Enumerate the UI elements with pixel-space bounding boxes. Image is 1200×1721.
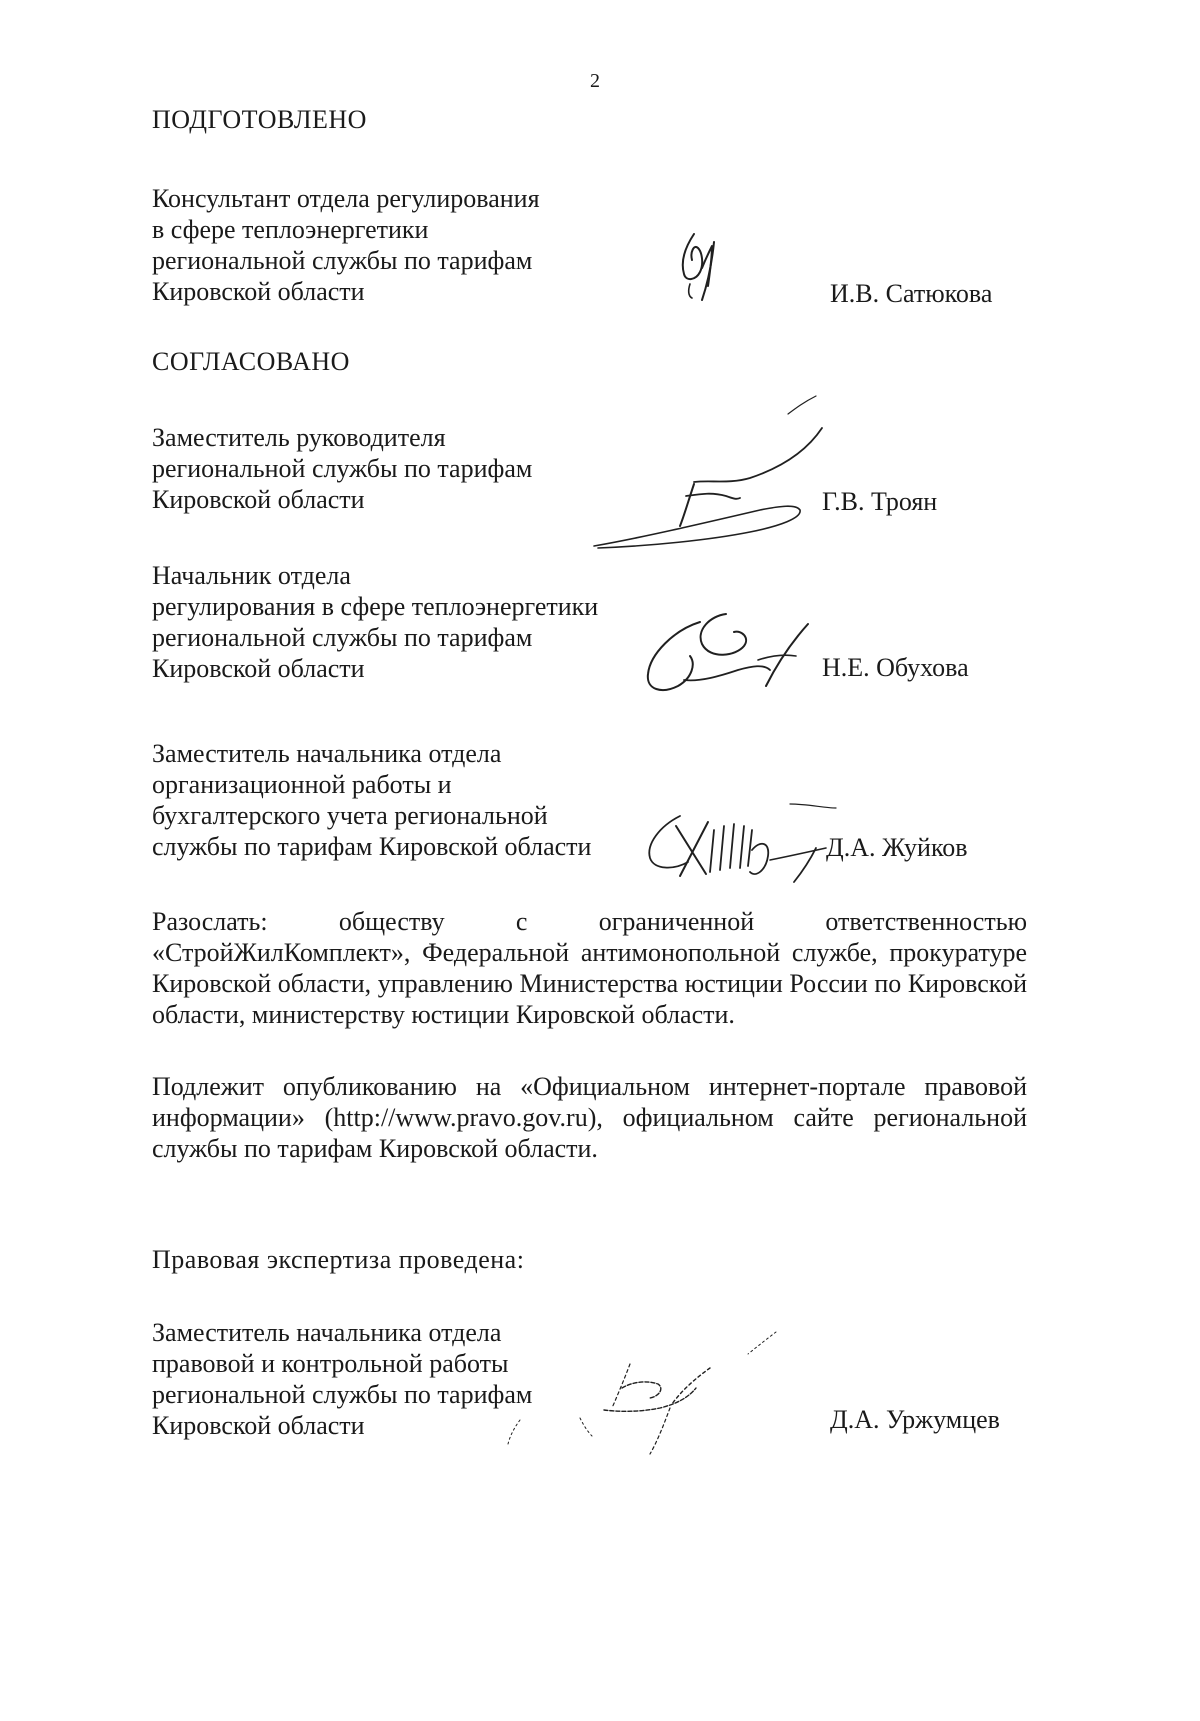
position-line: региональной службы по тарифам [152, 623, 533, 652]
signer-name-3: Д.А. Жуйков [826, 833, 968, 862]
page-number: 2 [590, 70, 600, 92]
position-line: региональной службы по тарифам [152, 246, 533, 275]
agreed-heading: СОГЛАСОВАНО [152, 347, 350, 376]
prepared-name: И.В. Сатюкова [830, 279, 993, 308]
position-line: бухгалтерского учета региональной [152, 801, 548, 830]
position-line: региональной службы по тарифам [152, 454, 533, 483]
prepared-heading: ПОДГОТОВЛЕНО [152, 105, 367, 134]
position-line: Консультант отдела регулирования [152, 184, 540, 213]
legal-review-heading: Правовая экспертиза проведена: [152, 1245, 525, 1274]
position-line: Начальник отдела [152, 561, 351, 590]
position-line: Заместитель начальника отдела [152, 1318, 502, 1347]
position-line: службы по тарифам Кировской области [152, 832, 592, 861]
signature-zhuykov [640, 800, 840, 890]
position-line: регулирования в сфере теплоэнергетики [152, 592, 599, 621]
signature-urzhumtsev [500, 1328, 790, 1468]
legal-review-name: Д.А. Уржумцев [830, 1405, 1000, 1434]
prepared-position [152, 183, 672, 307]
position-line: Кировской области [152, 485, 365, 514]
publication-paragraph: Подлежит опубликованию на «Официальном интернет-портале правовой информации» (http://www.pravo.gov.ru), официальном сайте региональной службы по тарифам Кировской области. [152, 1072, 1027, 1163]
position-line: Заместитель руководителя [152, 423, 446, 452]
position-line: организационной работы и [152, 770, 452, 799]
signer-name-2: Н.Е. Обухова [822, 653, 969, 682]
position-line: в сфере теплоэнергетики [152, 215, 429, 244]
position-line: региональной службы по тарифам [152, 1380, 533, 1409]
signer-position-2 [152, 560, 672, 684]
signer-name-1: Г.В. Троян [822, 487, 938, 516]
position-line: Кировской области [152, 654, 365, 683]
position-line: Заместитель начальника отдела [152, 739, 502, 768]
signer-position-3 [152, 738, 672, 862]
distribution-paragraph: Разослать: обществу с ограниченной ответственностью «СтройЖилКомплект», Федеральной антимонопольной службе, прокуратуре Кировской области, управлению Министерства юстиции России по Кировской области, министерству юстиции Кировской области. [152, 907, 1027, 1029]
position-line: правовой и контрольной работы [152, 1349, 509, 1378]
signature-satyukova [672, 228, 752, 308]
signature-troyan [590, 392, 830, 562]
position-line: Кировской области [152, 1411, 365, 1440]
signature-obukhova [640, 610, 820, 700]
position-line: Кировской области [152, 277, 365, 306]
